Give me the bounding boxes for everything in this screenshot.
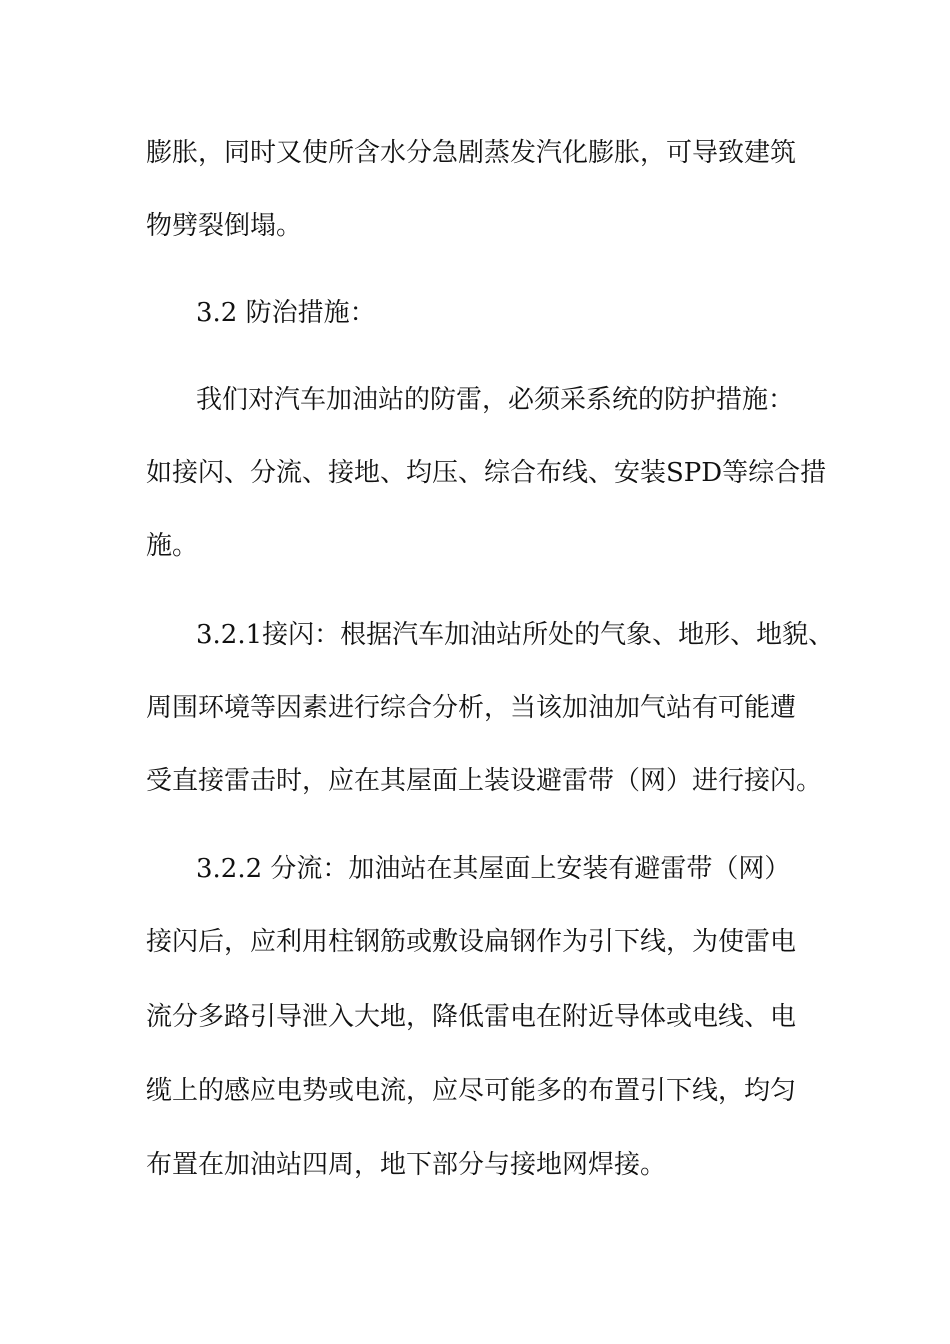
text-line: 流分多路引导泄入大地，降低雷电在附近导体或电线、电 [146,1002,797,1032]
text-line: 缆上的感应电势或电流，应尽可能多的布置引下线，均匀 [146,1076,797,1106]
text-line: 接闪后，应利用柱钢筋或敷设扁钢作为引下线，为使雷电 [146,927,797,957]
text-line: 物劈裂倒塌。 [146,211,303,241]
section-heading: 3.2 防治措施： [196,298,376,328]
text-line: 3.2.2 分流：加油站在其屋面上安装有避雷带（网） [196,854,791,884]
text-line: 如接闪、分流、接地、均压、综合布线、安装SPD等综合措 [146,458,827,488]
text-line: 施。 [146,531,199,561]
text-line: 我们对汽车加油站的防雷，必须采系统的防护措施： [196,385,795,415]
text-line: 3.2.1接闪：根据汽车加油站所处的气象、地形、地貌、 [196,620,835,650]
text-line: 膨胀，同时又使所含水分急剧蒸发汽化膨胀，可导致建筑 [146,138,797,168]
text-line: 受直接雷击时，应在其屋面上装设避雷带（网）进行接闪。 [146,766,823,796]
text-line: 周围环境等因素进行综合分析，当该加油加气站有可能遭 [146,693,797,723]
text-line: 布置在加油站四周，地下部分与接地网焊接。 [146,1150,667,1180]
